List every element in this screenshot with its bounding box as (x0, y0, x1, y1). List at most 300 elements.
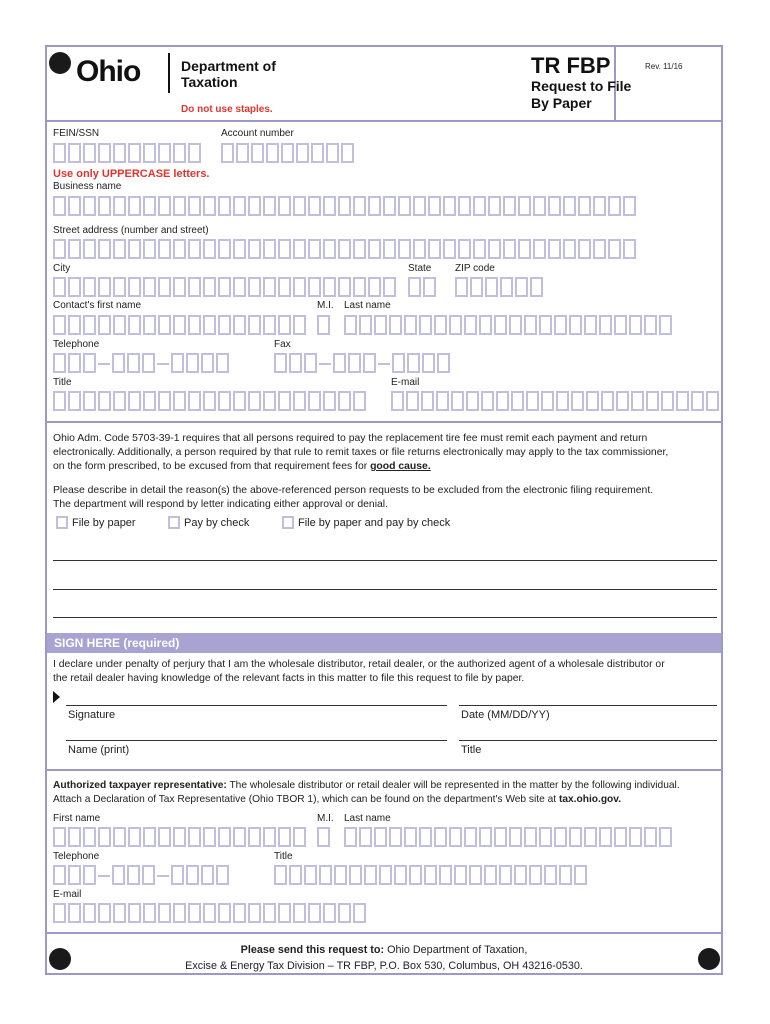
character-box[interactable] (68, 903, 81, 923)
character-box[interactable] (353, 277, 366, 297)
character-box[interactable] (113, 903, 126, 923)
character-box[interactable] (263, 239, 276, 259)
character-box[interactable] (53, 865, 66, 885)
character-box[interactable] (201, 353, 214, 373)
character-box[interactable] (53, 353, 66, 373)
character-box[interactable] (631, 391, 644, 411)
character-box[interactable] (533, 239, 546, 259)
character-box[interactable] (128, 903, 141, 923)
state-input[interactable] (408, 277, 438, 299)
account-number-input[interactable] (221, 143, 356, 165)
character-box[interactable] (83, 239, 96, 259)
character-box[interactable] (186, 865, 199, 885)
character-box[interactable] (341, 143, 354, 163)
character-box[interactable] (68, 391, 81, 411)
character-box[interactable] (644, 315, 657, 335)
character-box[interactable] (408, 277, 421, 297)
character-box[interactable] (263, 277, 276, 297)
character-box[interactable] (479, 315, 492, 335)
character-box[interactable] (599, 315, 612, 335)
character-box[interactable] (593, 196, 606, 216)
character-box[interactable] (548, 239, 561, 259)
character-box[interactable] (188, 277, 201, 297)
character-box[interactable] (451, 391, 464, 411)
character-box[interactable] (623, 196, 636, 216)
character-box[interactable] (304, 865, 317, 885)
character-box[interactable] (571, 391, 584, 411)
character-box[interactable] (98, 391, 111, 411)
character-box[interactable] (383, 196, 396, 216)
character-box[interactable] (368, 196, 381, 216)
character-box[interactable] (359, 315, 372, 335)
character-box[interactable] (293, 391, 306, 411)
character-box[interactable] (173, 143, 186, 163)
character-box[interactable] (518, 239, 531, 259)
character-box[interactable] (494, 315, 507, 335)
character-box[interactable] (359, 827, 372, 847)
character-box[interactable] (278, 277, 291, 297)
character-box[interactable] (112, 865, 125, 885)
checkbox[interactable] (282, 516, 294, 529)
character-box[interactable] (443, 239, 456, 259)
character-box[interactable] (404, 827, 417, 847)
character-box[interactable] (293, 827, 306, 847)
character-box[interactable] (278, 196, 291, 216)
character-box[interactable] (466, 391, 479, 411)
character-box[interactable] (53, 196, 66, 216)
character-box[interactable] (293, 315, 306, 335)
character-box[interactable] (404, 315, 417, 335)
date-line[interactable] (459, 705, 717, 706)
character-box[interactable] (353, 903, 366, 923)
character-box[interactable] (539, 315, 552, 335)
character-box[interactable] (53, 277, 66, 297)
city-input[interactable] (53, 277, 398, 299)
character-box[interactable] (281, 143, 294, 163)
character-box[interactable] (218, 827, 231, 847)
character-box[interactable] (128, 827, 141, 847)
character-box[interactable] (323, 196, 336, 216)
character-box[interactable] (173, 903, 186, 923)
character-box[interactable] (469, 865, 482, 885)
character-box[interactable] (308, 196, 321, 216)
character-box[interactable] (158, 239, 171, 259)
character-box[interactable] (599, 827, 612, 847)
character-box[interactable] (296, 143, 309, 163)
character-box[interactable] (173, 827, 186, 847)
character-box[interactable] (68, 196, 81, 216)
character-box[interactable] (128, 143, 141, 163)
character-box[interactable] (263, 827, 276, 847)
character-box[interactable] (98, 903, 111, 923)
character-box[interactable] (334, 865, 347, 885)
character-box[interactable] (188, 239, 201, 259)
character-box[interactable] (578, 239, 591, 259)
character-box[interactable] (173, 391, 186, 411)
character-box[interactable] (233, 315, 246, 335)
character-box[interactable] (407, 353, 420, 373)
character-box[interactable] (143, 143, 156, 163)
character-box[interactable] (216, 865, 229, 885)
reason-line[interactable] (53, 560, 717, 561)
character-box[interactable] (263, 903, 276, 923)
title-line[interactable] (459, 740, 717, 741)
character-box[interactable] (348, 353, 361, 373)
character-box[interactable] (659, 315, 672, 335)
character-box[interactable] (221, 143, 234, 163)
character-box[interactable] (326, 143, 339, 163)
character-box[interactable] (188, 315, 201, 335)
character-box[interactable] (158, 277, 171, 297)
character-box[interactable] (338, 239, 351, 259)
character-box[interactable] (311, 143, 324, 163)
character-box[interactable] (484, 865, 497, 885)
character-box[interactable] (413, 196, 426, 216)
checkbox[interactable] (168, 516, 180, 529)
character-box[interactable] (293, 903, 306, 923)
character-box[interactable] (293, 277, 306, 297)
character-box[interactable] (203, 391, 216, 411)
character-box[interactable] (83, 277, 96, 297)
character-box[interactable] (143, 315, 156, 335)
character-box[interactable] (454, 865, 467, 885)
character-box[interactable] (173, 196, 186, 216)
name-print-line[interactable] (66, 740, 447, 741)
character-box[interactable] (423, 277, 436, 297)
character-box[interactable] (389, 827, 402, 847)
character-box[interactable] (481, 391, 494, 411)
character-box[interactable] (413, 239, 426, 259)
character-box[interactable] (323, 239, 336, 259)
character-box[interactable] (614, 827, 627, 847)
character-box[interactable] (143, 903, 156, 923)
rep-email-input[interactable] (53, 903, 368, 925)
rep-title-input[interactable] (274, 865, 589, 887)
character-box[interactable] (511, 391, 524, 411)
character-box[interactable] (503, 196, 516, 216)
character-box[interactable] (53, 827, 66, 847)
rep-first-input[interactable] (53, 827, 308, 849)
character-box[interactable] (83, 391, 96, 411)
character-box[interactable] (68, 827, 81, 847)
character-box[interactable] (544, 865, 557, 885)
character-box[interactable] (233, 827, 246, 847)
character-box[interactable] (428, 196, 441, 216)
character-box[interactable] (143, 391, 156, 411)
character-box[interactable] (691, 391, 704, 411)
character-box[interactable] (629, 315, 642, 335)
character-box[interactable] (308, 391, 321, 411)
character-box[interactable] (248, 239, 261, 259)
character-box[interactable] (83, 903, 96, 923)
character-box[interactable] (548, 196, 561, 216)
character-box[interactable] (394, 865, 407, 885)
character-box[interactable] (644, 827, 657, 847)
character-box[interactable] (278, 315, 291, 335)
character-box[interactable] (524, 315, 537, 335)
character-box[interactable] (98, 315, 111, 335)
rep-last-input[interactable] (344, 827, 674, 849)
character-box[interactable] (344, 315, 357, 335)
character-box[interactable] (289, 865, 302, 885)
character-box[interactable] (248, 903, 261, 923)
character-box[interactable] (308, 277, 321, 297)
character-box[interactable] (338, 196, 351, 216)
character-box[interactable] (374, 827, 387, 847)
character-box[interactable] (251, 143, 264, 163)
character-box[interactable] (218, 239, 231, 259)
character-box[interactable] (434, 315, 447, 335)
character-box[interactable] (218, 277, 231, 297)
character-box[interactable] (293, 239, 306, 259)
character-box[interactable] (428, 239, 441, 259)
character-box[interactable] (304, 353, 317, 373)
character-box[interactable] (443, 196, 456, 216)
character-box[interactable] (158, 827, 171, 847)
character-box[interactable] (218, 903, 231, 923)
character-box[interactable] (53, 903, 66, 923)
character-box[interactable] (53, 315, 66, 335)
character-box[interactable] (368, 277, 381, 297)
character-box[interactable] (488, 239, 501, 259)
character-box[interactable] (333, 353, 346, 373)
character-box[interactable] (233, 903, 246, 923)
character-box[interactable] (422, 353, 435, 373)
character-box[interactable] (406, 391, 419, 411)
character-box[interactable] (143, 239, 156, 259)
character-box[interactable] (113, 239, 126, 259)
character-box[interactable] (158, 315, 171, 335)
character-box[interactable] (323, 903, 336, 923)
reason-line[interactable] (53, 617, 717, 618)
character-box[interactable] (661, 391, 674, 411)
character-box[interactable] (203, 827, 216, 847)
fax-input[interactable] (274, 353, 452, 375)
fein-input[interactable] (53, 143, 203, 165)
character-box[interactable] (421, 391, 434, 411)
character-box[interactable] (419, 315, 432, 335)
character-box[interactable] (113, 391, 126, 411)
character-box[interactable] (218, 391, 231, 411)
title-input[interactable] (53, 391, 368, 413)
character-box[interactable] (323, 277, 336, 297)
option-pay-by-check[interactable]: Pay by check (168, 516, 249, 529)
character-box[interactable] (383, 239, 396, 259)
character-box[interactable] (363, 353, 376, 373)
character-box[interactable] (614, 315, 627, 335)
character-box[interactable] (473, 196, 486, 216)
mi-input[interactable] (317, 315, 332, 337)
option-file-by-paper[interactable]: File by paper (56, 516, 136, 529)
character-box[interactable] (317, 315, 330, 335)
character-box[interactable] (248, 315, 261, 335)
character-box[interactable] (353, 391, 366, 411)
character-box[interactable] (113, 315, 126, 335)
character-box[interactable] (608, 196, 621, 216)
character-box[interactable] (434, 827, 447, 847)
character-box[interactable] (398, 196, 411, 216)
character-box[interactable] (68, 143, 81, 163)
character-box[interactable] (188, 143, 201, 163)
business-name-input[interactable] (53, 196, 638, 218)
character-box[interactable] (113, 277, 126, 297)
character-box[interactable] (83, 315, 96, 335)
character-box[interactable] (706, 391, 719, 411)
character-box[interactable] (203, 239, 216, 259)
character-box[interactable] (98, 143, 111, 163)
reason-line[interactable] (53, 589, 717, 590)
character-box[interactable] (539, 827, 552, 847)
character-box[interactable] (68, 353, 81, 373)
character-box[interactable] (248, 277, 261, 297)
telephone-input[interactable] (53, 353, 231, 375)
character-box[interactable] (173, 315, 186, 335)
character-box[interactable] (68, 277, 81, 297)
last-name-input[interactable] (344, 315, 674, 337)
option-file-and-pay[interactable]: File by paper and pay by check (282, 516, 450, 529)
character-box[interactable] (584, 827, 597, 847)
character-box[interactable] (319, 865, 332, 885)
character-box[interactable] (458, 196, 471, 216)
character-box[interactable] (574, 865, 587, 885)
character-box[interactable] (518, 196, 531, 216)
character-box[interactable] (236, 143, 249, 163)
character-box[interactable] (526, 391, 539, 411)
character-box[interactable] (559, 865, 572, 885)
rep-telephone-input[interactable] (53, 865, 231, 887)
character-box[interactable] (554, 315, 567, 335)
character-box[interactable] (391, 391, 404, 411)
character-box[interactable] (464, 827, 477, 847)
character-box[interactable] (353, 196, 366, 216)
character-box[interactable] (509, 315, 522, 335)
character-box[interactable] (142, 353, 155, 373)
character-box[interactable] (128, 239, 141, 259)
character-box[interactable] (374, 315, 387, 335)
character-box[interactable] (383, 277, 396, 297)
character-box[interactable] (499, 865, 512, 885)
character-box[interactable] (68, 239, 81, 259)
character-box[interactable] (353, 239, 366, 259)
character-box[interactable] (659, 827, 672, 847)
character-box[interactable] (308, 239, 321, 259)
character-box[interactable] (488, 196, 501, 216)
character-box[interactable] (569, 827, 582, 847)
character-box[interactable] (98, 196, 111, 216)
character-box[interactable] (186, 353, 199, 373)
character-box[interactable] (473, 239, 486, 259)
character-box[interactable] (248, 827, 261, 847)
character-box[interactable] (158, 143, 171, 163)
character-box[interactable] (216, 353, 229, 373)
character-box[interactable] (173, 239, 186, 259)
character-box[interactable] (188, 391, 201, 411)
character-box[interactable] (143, 277, 156, 297)
character-box[interactable] (449, 827, 462, 847)
character-box[interactable] (188, 903, 201, 923)
zip-input[interactable] (455, 277, 545, 299)
character-box[interactable] (127, 353, 140, 373)
character-box[interactable] (293, 196, 306, 216)
character-box[interactable] (500, 277, 513, 297)
character-box[interactable] (248, 196, 261, 216)
character-box[interactable] (233, 239, 246, 259)
character-box[interactable] (98, 239, 111, 259)
character-box[interactable] (485, 277, 498, 297)
character-box[interactable] (263, 196, 276, 216)
character-box[interactable] (494, 827, 507, 847)
character-box[interactable] (83, 143, 96, 163)
character-box[interactable] (128, 315, 141, 335)
character-box[interactable] (349, 865, 362, 885)
character-box[interactable] (203, 196, 216, 216)
character-box[interactable] (68, 865, 81, 885)
character-box[interactable] (563, 196, 576, 216)
character-box[interactable] (158, 391, 171, 411)
character-box[interactable] (439, 865, 452, 885)
character-box[interactable] (53, 239, 66, 259)
character-box[interactable] (455, 277, 468, 297)
character-box[interactable] (263, 315, 276, 335)
character-box[interactable] (578, 196, 591, 216)
character-box[interactable] (584, 315, 597, 335)
character-box[interactable] (514, 865, 527, 885)
character-box[interactable] (368, 239, 381, 259)
character-box[interactable] (389, 315, 402, 335)
character-box[interactable] (278, 903, 291, 923)
character-box[interactable] (113, 827, 126, 847)
character-box[interactable] (569, 315, 582, 335)
character-box[interactable] (524, 827, 537, 847)
character-box[interactable] (541, 391, 554, 411)
character-box[interactable] (470, 277, 483, 297)
character-box[interactable] (503, 239, 516, 259)
character-box[interactable] (274, 353, 287, 373)
character-box[interactable] (188, 196, 201, 216)
character-box[interactable] (479, 827, 492, 847)
character-box[interactable] (530, 277, 543, 297)
character-box[interactable] (533, 196, 546, 216)
character-box[interactable] (556, 391, 569, 411)
character-box[interactable] (364, 865, 377, 885)
character-box[interactable] (113, 143, 126, 163)
character-box[interactable] (98, 277, 111, 297)
character-box[interactable] (586, 391, 599, 411)
character-box[interactable] (203, 277, 216, 297)
character-box[interactable] (623, 239, 636, 259)
character-box[interactable] (338, 903, 351, 923)
character-box[interactable] (83, 827, 96, 847)
character-box[interactable] (53, 143, 66, 163)
character-box[interactable] (233, 196, 246, 216)
character-box[interactable] (554, 827, 567, 847)
character-box[interactable] (142, 865, 155, 885)
character-box[interactable] (278, 827, 291, 847)
character-box[interactable] (128, 277, 141, 297)
character-box[interactable] (436, 391, 449, 411)
character-box[interactable] (676, 391, 689, 411)
character-box[interactable] (616, 391, 629, 411)
character-box[interactable] (98, 827, 111, 847)
character-box[interactable] (608, 239, 621, 259)
character-box[interactable] (289, 353, 302, 373)
character-box[interactable] (83, 196, 96, 216)
character-box[interactable] (233, 391, 246, 411)
character-box[interactable] (379, 865, 392, 885)
character-box[interactable] (143, 827, 156, 847)
character-box[interactable] (563, 239, 576, 259)
character-box[interactable] (529, 865, 542, 885)
